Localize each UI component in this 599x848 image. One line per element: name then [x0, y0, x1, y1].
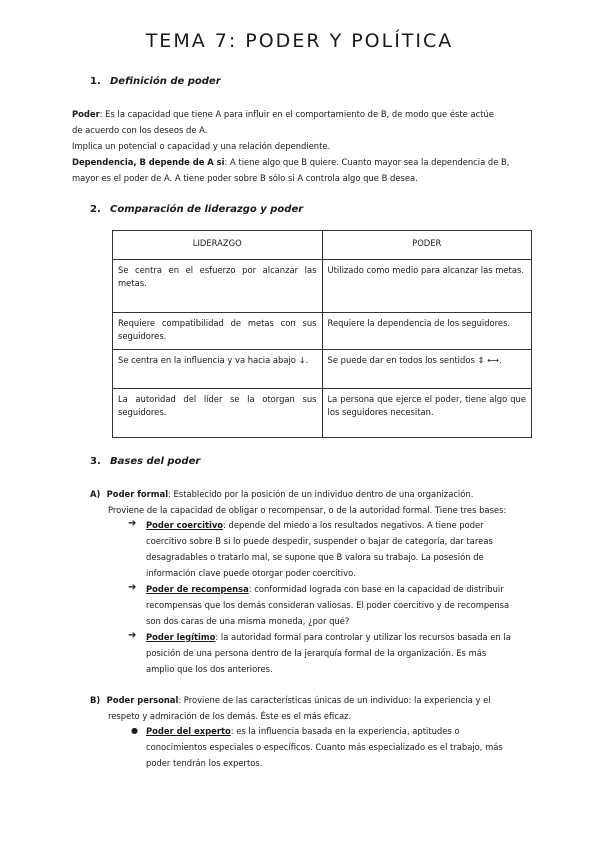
term-experto: Poder del experto — [146, 726, 231, 736]
item-text: desagradables o tratarlo mal, se supone que B valora su trabajo. La posesión de — [146, 552, 484, 562]
table-row — [113, 389, 532, 438]
item-text: : depende del miedo a los resultados negativos. A tiene poder — [223, 520, 484, 530]
arrow-bullet-icon: ➔ — [128, 582, 137, 593]
item-text: recompensas que los demás consideran valiosas. El poder coercitivo y de recompensa — [146, 600, 510, 610]
item-text: posición de una persona dentro de la jerarquía formal de la organización. Es más — [146, 648, 487, 658]
table-cell: La autoridad del líder se la otorgan sus seguidores. — [113, 389, 323, 438]
section-title: Definición de poder — [110, 76, 221, 87]
term-recompensa: Poder de recompensa — [146, 584, 249, 594]
term-poder-formal: Poder formal — [106, 489, 169, 499]
section-2-heading — [90, 204, 303, 215]
table-row — [113, 350, 532, 389]
definition-paragraph — [72, 106, 532, 186]
term-coercitivo: Poder coercitivo — [146, 520, 224, 530]
term-poder: Poder — [72, 109, 100, 119]
section-3-heading — [90, 456, 200, 467]
poder-formal-text: : Establecido por la posición de un individuo dentro de una organización. — [168, 489, 474, 499]
section-1-heading — [90, 76, 221, 87]
term-dependencia: Dependencia, B depende de A si — [72, 157, 225, 167]
definition-text-cont: de acuerdo con los deseos de A. — [72, 125, 208, 135]
header-liderazgo: LIDERAZGO — [113, 231, 323, 260]
item-text: : conformidad lograda con base en la capacidad de distribuir — [248, 584, 504, 594]
item-text: poder tendrán los expertos. — [146, 758, 263, 768]
table-cell: Se centra en el esfuerzo por alcanzar las metas. — [113, 260, 323, 313]
item-text: información clave puede otorgar poder coercitivo. — [146, 568, 356, 578]
list-item — [146, 629, 532, 677]
section-number: 1. — [90, 76, 101, 87]
list-item — [146, 581, 532, 629]
item-text: coercitivo sobre B si lo puede despedir, suspender o bajar de categoría, dar tareas — [146, 536, 493, 546]
table-row — [113, 313, 532, 350]
section-title: Comparación de liderazgo y poder — [110, 204, 304, 215]
dependencia-text: : A tiene algo que B quiere. Cuanto mayor sea la dependencia de B, — [224, 157, 510, 167]
definition-text: : Es la capacidad que tiene A para influir en el comportamiento de B, de modo que éste actúe — [99, 109, 494, 119]
item-text: son dos caras de una misma moneda, ¿por qué? — [146, 616, 350, 626]
section-title: Bases del poder — [110, 456, 201, 467]
table-header-row — [113, 231, 532, 260]
table-cell: La persona que ejerce el poder, tiene algo que los seguidores necesitan. — [322, 389, 532, 438]
dot-bullet-icon: ● — [131, 726, 138, 735]
table-cell: Se centra en la influencia y va hacia abajo ↓. — [113, 350, 323, 389]
dependencia-text-cont: mayor es el poder de A. A tiene poder sobre B sólo si A controla algo que B desea. — [72, 173, 418, 183]
arrow-bullet-icon: ➔ — [128, 518, 137, 529]
poder-personal-paragraph — [90, 692, 532, 724]
item-text: : la autoridad formal para controlar y utilizar los recursos basada en la — [215, 632, 511, 642]
list-item — [146, 723, 532, 771]
item-text: conocimientos especiales o específicos. Cuanto más especializado es el trabajo, más — [146, 742, 503, 752]
table-cell: Requiere compatibilidad de metas con sus seguidores. — [113, 313, 323, 350]
list-label: B) — [90, 695, 101, 705]
term-legitimo: Poder legítimo — [146, 632, 216, 642]
poder-personal-text: : Proviene de las características únicas de un individuo: la experiencia y el — [178, 695, 491, 705]
section-number: 2. — [90, 204, 101, 215]
poder-personal-text-cont: respeto y admiración de los demás. Éste es el más eficaz. — [108, 711, 352, 721]
table-cell: Requiere la dependencia de los seguidores. — [322, 313, 532, 350]
term-poder-personal: Poder personal — [106, 695, 179, 705]
arrow-bullet-icon: ➔ — [128, 630, 137, 641]
item-text: amplio que los dos anteriores. — [146, 664, 273, 674]
page-title: TEMA 7: PODER Y POLÍTICA — [145, 30, 454, 52]
table-row — [113, 260, 532, 313]
list-label: A) — [90, 489, 101, 499]
section-number: 3. — [90, 456, 101, 467]
table-cell: Utilizado como medio para alcanzar las metas. — [322, 260, 532, 313]
comparison-table — [112, 230, 532, 438]
poder-formal-paragraph — [90, 486, 532, 518]
poder-formal-text-cont: Proviene de la capacidad de obligar o recompensar, o de la autoridad formal. Tiene tres bases: — [108, 505, 507, 515]
item-text: : es la influencia basada en la experiencia, aptitudes o — [230, 726, 460, 736]
list-item — [146, 517, 532, 581]
table-cell: Se puede dar en todos los sentidos ⇕ ⟷. — [322, 350, 532, 389]
header-poder: PODER — [322, 231, 532, 260]
implica-text: Implica un potencial o capacidad y una relación dependiente. — [72, 141, 331, 151]
